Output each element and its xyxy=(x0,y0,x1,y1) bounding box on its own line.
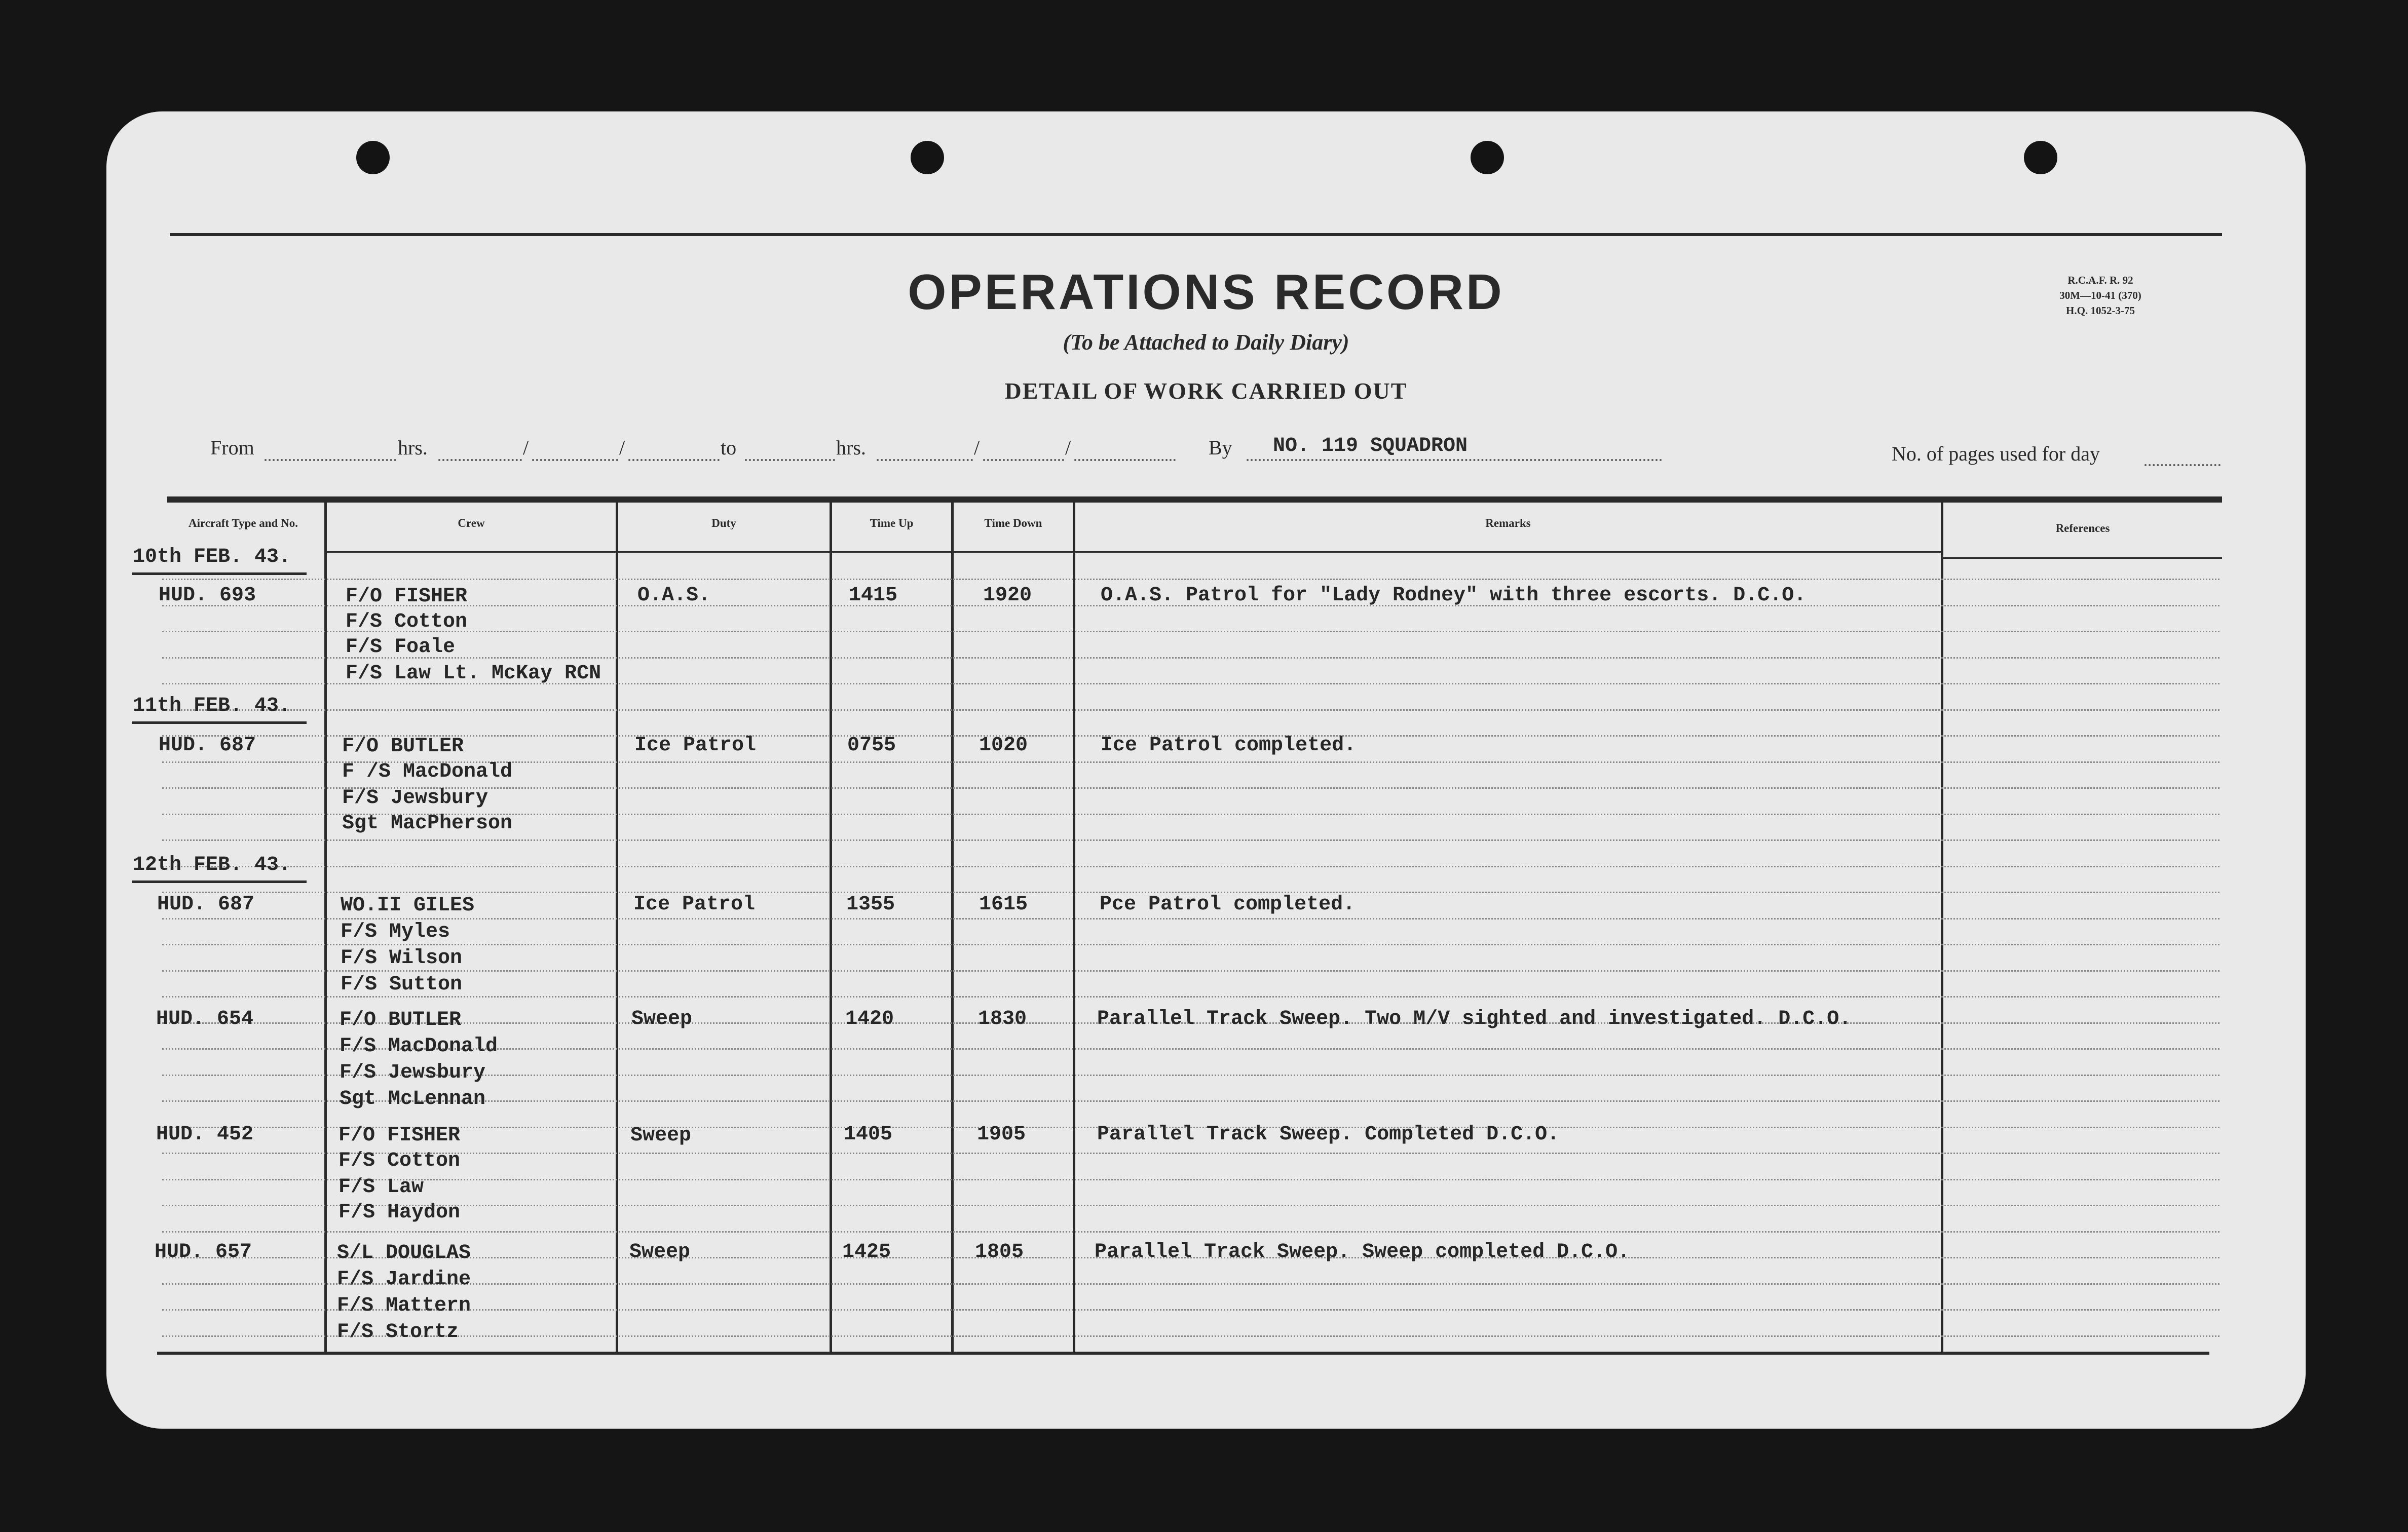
column-divider xyxy=(1941,503,1943,1352)
crew-member: F/S Sutton xyxy=(341,973,463,996)
page-subtitle: (To be Attached to Daily Diary) xyxy=(1063,330,1349,355)
date-heading: 10th FEB. 43. xyxy=(133,546,291,568)
crew-member: F/S Stortz xyxy=(337,1321,459,1344)
remarks: Pce Patrol completed. xyxy=(1100,893,1356,916)
date-blank xyxy=(628,459,720,461)
crew-member: F/O FISHER xyxy=(338,1124,461,1147)
column-header-references: References xyxy=(2055,522,2110,534)
to-label: to xyxy=(721,436,737,459)
crew-member: S/L DOUGLAS xyxy=(337,1242,471,1265)
date-blank xyxy=(983,459,1064,461)
ledger-line xyxy=(162,657,2219,659)
aircraft-number: HUD. 693 xyxy=(159,584,256,607)
crew-member: F/S Jewsbury xyxy=(340,1061,486,1084)
ledger-line xyxy=(162,970,2219,972)
column-divider xyxy=(951,503,954,1352)
crew-member: F/S MacDonald xyxy=(340,1035,498,1058)
aircraft-number: HUD. 687 xyxy=(157,893,255,916)
ledger-line xyxy=(162,996,2219,998)
ledger-line xyxy=(162,579,2219,580)
crew-member: Sgt McLennan xyxy=(340,1088,486,1110)
ledger-line xyxy=(162,944,2219,945)
page-title: OPERATIONS RECORD xyxy=(908,264,1504,320)
crew-member: F/O BUTLER xyxy=(340,1009,462,1031)
time-down: 1830 xyxy=(978,1008,1027,1030)
ledger-line xyxy=(162,709,2219,711)
column-header-time-down: Time Down xyxy=(984,517,1042,529)
squadron-name: NO. 119 SQUADRON xyxy=(1273,435,1468,457)
ledger-line xyxy=(162,1153,2219,1154)
date-heading: 12th FEB. 43. xyxy=(133,854,291,876)
duty: Sweep xyxy=(629,1241,691,1263)
aircraft-number: HUD. 452 xyxy=(156,1123,254,1146)
crew-member: WO.II GILES xyxy=(341,894,475,917)
slash: / xyxy=(523,436,529,459)
time-down: 1020 xyxy=(979,734,1028,757)
pages-blank xyxy=(2144,464,2221,466)
remarks: Parallel Track Sweep. Sweep completed D.C.O. xyxy=(1095,1241,1630,1263)
date-underline xyxy=(132,721,307,724)
crew-member: F /S MacDonald xyxy=(342,760,513,783)
time-down: 1920 xyxy=(983,584,1032,607)
ledger-line xyxy=(162,1179,2219,1180)
header-underline xyxy=(1941,557,2222,559)
hrs-label: hrs. xyxy=(836,436,866,459)
column-divider xyxy=(324,503,327,1352)
crew-member: Sgt MacPherson xyxy=(342,812,513,835)
date-underline xyxy=(132,572,307,575)
crew-member: F/S Jardine xyxy=(337,1268,471,1291)
to-blank xyxy=(745,459,835,461)
column-header-time-up: Time Up xyxy=(870,517,914,529)
crew-member: F/S Haydon xyxy=(338,1201,461,1224)
column-divider xyxy=(830,503,832,1352)
table-bottom-rule xyxy=(157,1352,2209,1355)
column-divider xyxy=(1073,503,1075,1352)
ledger-line xyxy=(162,1231,2219,1233)
date-heading: 11th FEB. 43. xyxy=(133,695,291,717)
crew-member: F/S Cotton xyxy=(346,610,468,633)
remarks: Parallel Track Sweep. Two M/V sighted and investigated. D.C.O. xyxy=(1097,1008,1852,1030)
duty: O.A.S. xyxy=(637,584,711,607)
crew-member: F/S Myles xyxy=(341,921,450,943)
ledger-line xyxy=(162,839,2219,841)
from-label: From xyxy=(210,436,254,459)
date-blank xyxy=(1074,459,1176,461)
date-blank xyxy=(438,459,522,461)
crew-member: F/S Jewsbury xyxy=(342,787,488,810)
ledger-line xyxy=(162,1205,2219,1206)
remarks: Parallel Track Sweep. Completed D.C.O. xyxy=(1097,1123,1560,1146)
time-up: 1405 xyxy=(844,1123,893,1146)
operations-record-card xyxy=(106,111,2306,1429)
crew-member: F/S Wilson xyxy=(341,947,463,970)
aircraft-number: HUD. 657 xyxy=(155,1241,252,1263)
duty: Ice Patrol xyxy=(633,893,756,916)
binder-hole xyxy=(911,141,944,174)
crew-member: F/O FISHER xyxy=(346,585,468,608)
time-up: 1425 xyxy=(842,1241,891,1263)
crew-member: F/S Mattern xyxy=(337,1294,471,1317)
crew-member: F/S Law Lt. McKay RCN xyxy=(346,662,601,685)
slash: / xyxy=(619,436,625,459)
aircraft-number: HUD. 654 xyxy=(156,1008,254,1030)
ledger-line xyxy=(162,866,2219,867)
header-underline xyxy=(324,551,1941,553)
crew-member: F/S Law xyxy=(338,1176,424,1199)
crew-member: F/S Foale xyxy=(346,636,456,659)
column-header-duty: Duty xyxy=(711,517,736,529)
crew-member: F/S Cotton xyxy=(338,1150,461,1172)
ledger-line xyxy=(162,1335,2219,1337)
top-rule xyxy=(170,233,2222,236)
form-code: R.C.A.F. R. 92 30M—10-41 (370) H.Q. 1052-3-75 xyxy=(2059,274,2141,317)
time-down: 1905 xyxy=(977,1123,1026,1146)
column-header-remarks: Remarks xyxy=(1485,517,1531,529)
duty: Ice Patrol xyxy=(634,734,757,757)
crew-member: F/O BUTLER xyxy=(342,735,464,758)
column-header-aircraft: Aircraft Type and No. xyxy=(189,517,298,529)
binder-hole xyxy=(356,141,390,174)
time-up: 0755 xyxy=(847,734,896,757)
hrs-label: hrs. xyxy=(398,436,428,459)
by-blank xyxy=(1247,459,1662,461)
by-label: By xyxy=(1209,436,1232,459)
pages-label: No. of pages used for day xyxy=(1892,442,2100,465)
date-blank xyxy=(877,459,973,461)
remarks: Ice Patrol completed. xyxy=(1101,734,1357,757)
aircraft-number: HUD. 687 xyxy=(159,734,256,757)
column-header-crew: Crew xyxy=(458,517,485,529)
section-heading: DETAIL OF WORK CARRIED OUT xyxy=(1004,378,1408,404)
ledger-line xyxy=(162,631,2219,632)
date-underline xyxy=(132,880,307,883)
binder-hole xyxy=(2024,141,2057,174)
column-divider xyxy=(616,503,618,1352)
time-down: 1615 xyxy=(979,893,1028,916)
time-down: 1805 xyxy=(975,1241,1024,1263)
duty: Sweep xyxy=(631,1008,693,1030)
time-up: 1415 xyxy=(849,584,898,607)
time-up: 1420 xyxy=(845,1008,894,1030)
table-top-rule xyxy=(167,496,2222,503)
remarks: O.A.S. Patrol for "Lady Rodney" with three escorts. D.C.O. xyxy=(1101,584,1807,607)
binder-hole xyxy=(1471,141,1504,174)
time-up: 1355 xyxy=(846,893,895,916)
slash: / xyxy=(974,436,980,459)
duty: Sweep xyxy=(630,1124,692,1147)
slash: / xyxy=(1065,436,1071,459)
from-blank xyxy=(265,459,396,461)
date-blank xyxy=(532,459,618,461)
